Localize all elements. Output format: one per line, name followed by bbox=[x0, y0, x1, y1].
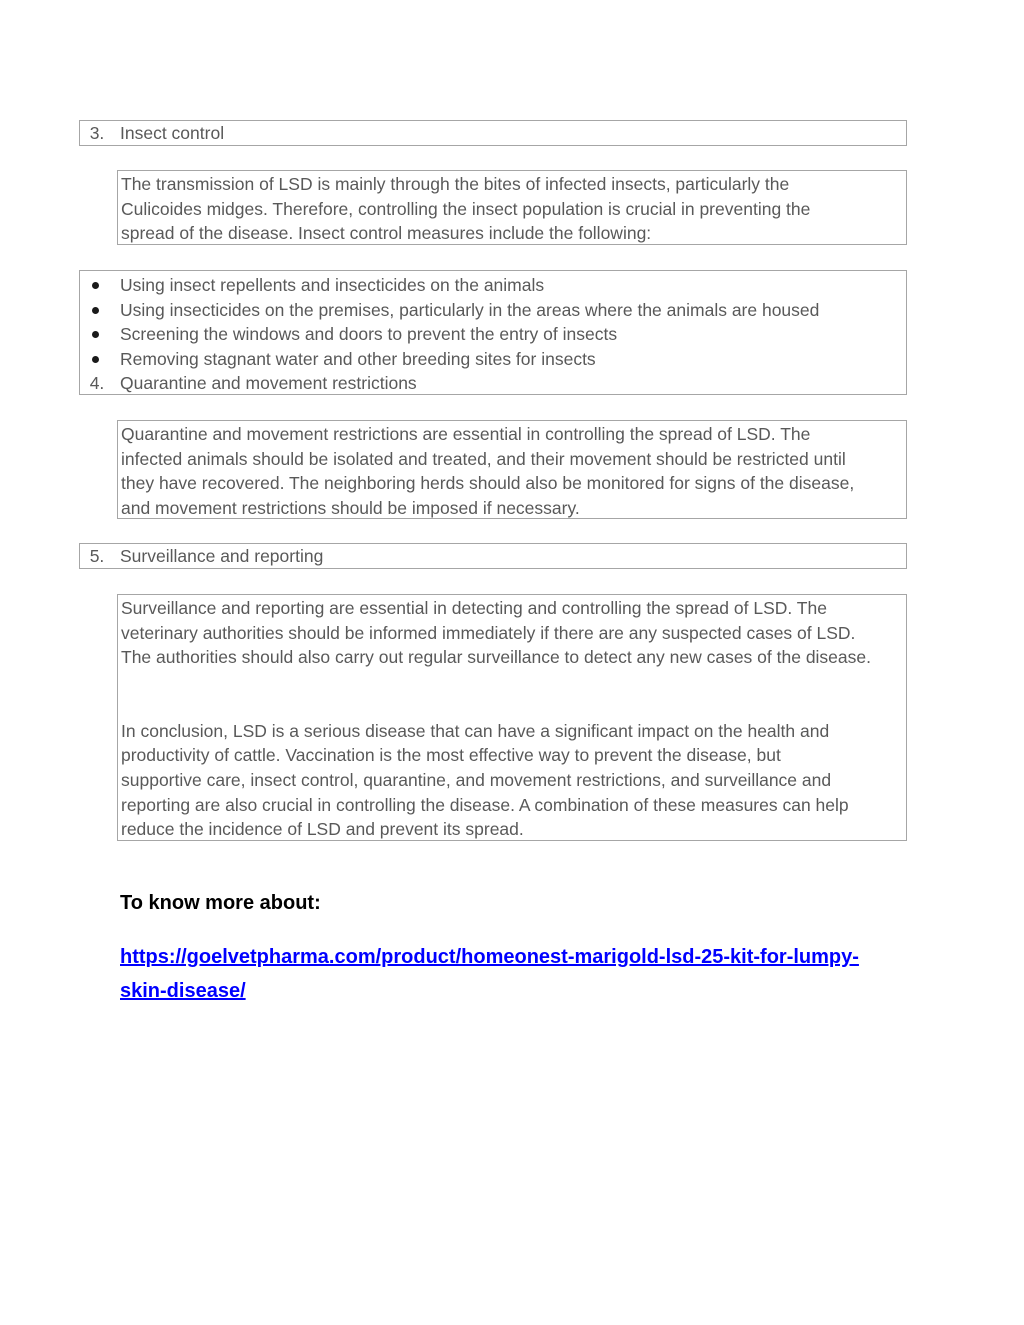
paragraph-line: infected animals should be isolated and treated, and their movement should be restricted until bbox=[121, 448, 846, 469]
quarantine-paragraph bbox=[117, 420, 907, 519]
bullet-icon bbox=[92, 307, 99, 314]
conclusion-line: supportive care, insect control, quarantine, and movement restrictions, and surveillance and bbox=[121, 769, 832, 790]
insect-control-measures-list bbox=[79, 270, 907, 395]
list-item-text: Using insecticides on the premises, particularly in the areas where the animals are housed bbox=[120, 299, 820, 320]
section-5-heading-box bbox=[79, 543, 907, 569]
paragraph-line: and movement restrictions should be imposed if necessary. bbox=[121, 497, 580, 518]
section-3-heading-box bbox=[79, 120, 907, 146]
insect-control-paragraph bbox=[117, 170, 907, 245]
list-item bbox=[80, 347, 906, 372]
conclusion-line: productivity of cattle. Vaccination is the most effective way to prevent the disease, but bbox=[121, 745, 781, 766]
list-number: 4. bbox=[89, 373, 105, 394]
know-more-heading: To know more about: bbox=[120, 892, 321, 914]
list-item-text: Screening the windows and doors to prevent the entry of insects bbox=[120, 324, 618, 345]
paragraph-line: spread of the disease. Insect control measures include the following: bbox=[121, 223, 652, 244]
section-title: Quarantine and movement restrictions bbox=[120, 373, 417, 394]
product-link[interactable] bbox=[120, 940, 920, 1008]
section-3-heading bbox=[80, 121, 906, 146]
list-number: 5. bbox=[89, 546, 105, 566]
paragraph-spacer bbox=[121, 670, 903, 719]
conclusion-line: In conclusion, LSD is a serious disease that can have a significant impact on the health and bbox=[121, 720, 830, 741]
bullet-icon bbox=[92, 331, 99, 338]
list-item-text: Removing stagnant water and other breeding sites for insects bbox=[120, 348, 596, 369]
paragraph-line: they have recovered. The neighboring herds should also be monitored for signs of the disease, bbox=[121, 473, 855, 494]
paragraph-line: Culicoides midges. Therefore, controlling the insect population is crucial in preventing the bbox=[121, 198, 811, 219]
list-item bbox=[80, 273, 906, 298]
section-title: Surveillance and reporting bbox=[120, 546, 324, 566]
conclusion-line: reporting are also crucial in controlling the disease. A combination of these measures can help bbox=[121, 794, 849, 815]
paragraph-line: The transmission of LSD is mainly through the bites of infected insects, particularly the bbox=[121, 174, 790, 194]
paragraph-line: Surveillance and reporting are essential in detecting and controlling the spread of LSD. The bbox=[121, 598, 827, 618]
section-5-heading bbox=[80, 544, 906, 569]
list-item-text: Using insect repellents and insecticides on the animals bbox=[120, 275, 545, 295]
list-item bbox=[80, 298, 906, 323]
paragraph-line: veterinary authorities should be informed immediately if there are any suspected cases of LSD. bbox=[121, 622, 856, 643]
surveillance-paragraph bbox=[117, 594, 907, 841]
product-link-line-2[interactable]: skin-disease/ bbox=[120, 980, 246, 1002]
product-link-line-1[interactable]: https://goelvetpharma.com/product/homeonest-marigold-lsd-25-kit-for-lumpy- bbox=[120, 946, 859, 968]
list-item bbox=[80, 322, 906, 347]
conclusion-line: reduce the incidence of LSD and prevent its spread. bbox=[121, 819, 524, 840]
paragraph-line: The authorities should also carry out regular surveillance to detect any new cases of the disease. bbox=[121, 647, 871, 668]
section-4-heading bbox=[80, 371, 906, 396]
bullet-icon bbox=[92, 356, 99, 363]
list-number: 3. bbox=[89, 123, 105, 143]
section-title: Insect control bbox=[120, 123, 225, 143]
paragraph-line: Quarantine and movement restrictions are essential in controlling the spread of LSD. The bbox=[121, 424, 811, 444]
bullet-icon bbox=[92, 282, 99, 289]
